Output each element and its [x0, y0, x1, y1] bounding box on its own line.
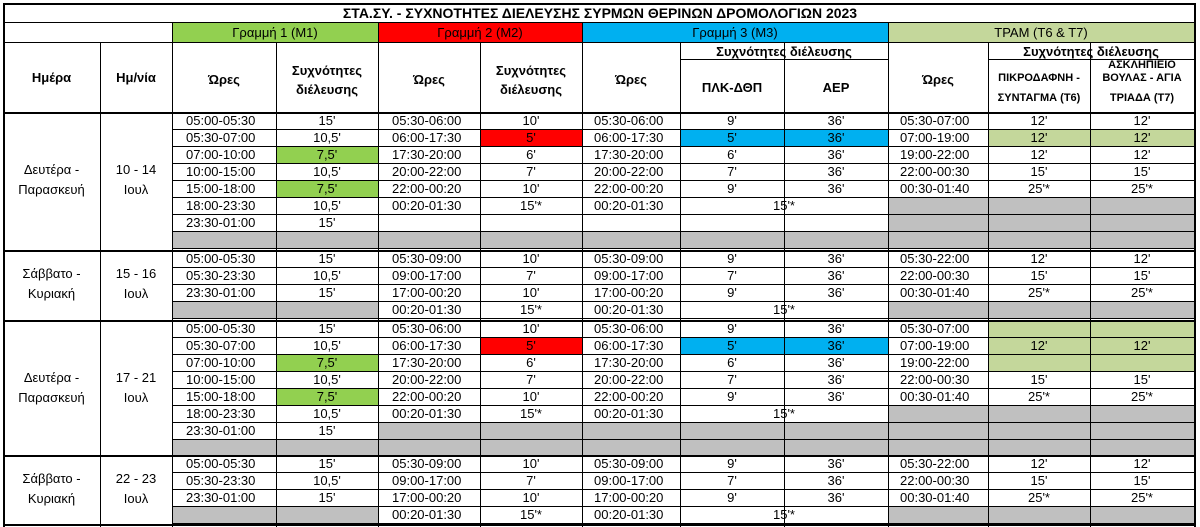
m3-frequency: 15'*: [772, 507, 796, 522]
m3-hours: 17:00-00:20: [594, 490, 664, 505]
m3-hours: 22:00-00:20: [594, 181, 664, 196]
m3-frequency: 36': [827, 389, 845, 404]
t6-frequency: 12': [1030, 147, 1048, 162]
t6-frequency: 12': [1030, 456, 1048, 471]
m3-frequency: 36': [827, 251, 845, 266]
sheet-title: ΣΤΑ.ΣΥ. - ΣΥΧΝΟΤΗΤΕΣ ΔΙΕΛΕΥΣΗΣ ΣΥΡΜΩΝ ΘΕΡΙΝΩΝ ΔΡΟΜΟΛΟΓΙΩΝ 2023: [342, 5, 858, 21]
t6-frequency: 15': [1030, 372, 1048, 387]
m3-hours: 00:20-01:30: [594, 507, 664, 522]
m2-hours: 20:00-22:00: [392, 372, 462, 387]
m1-hours: 07:00-10:00: [186, 355, 256, 370]
m3-hours: 22:00-00:20: [594, 389, 664, 404]
m2-frequency: 10': [522, 456, 540, 471]
m2-hours: 00:20-01:30: [392, 406, 462, 421]
empty-fill: [378, 231, 888, 248]
empty-fill: [172, 301, 378, 318]
grid-line: [172, 248, 1195, 249]
grid-line: [480, 42, 481, 113]
grid-line: [888, 22, 889, 527]
date-label: Ιουλ: [123, 182, 149, 197]
day-label: Σάββατο -: [22, 471, 81, 486]
m3-hours: 00:20-01:30: [594, 406, 664, 421]
m2-frequency: 10': [522, 321, 540, 336]
tram-peak-fill: [988, 129, 1194, 146]
m2-frequency: 15'*: [519, 302, 543, 317]
m3-frequency: 6': [727, 355, 737, 370]
t7-frequency: 15': [1133, 372, 1151, 387]
t6-frequency: 25'*: [1027, 285, 1051, 300]
m3-hours: 05:30-06:00: [594, 321, 664, 336]
m3-frequency: 7': [727, 372, 737, 387]
m2-hours: 00:20-01:30: [392, 507, 462, 522]
date-label: 22 - 23: [115, 471, 157, 486]
m1-frequency: 10,5': [313, 130, 341, 145]
m3-frequency: 7': [727, 268, 737, 283]
m1-hours: 05:30-07:00: [186, 338, 256, 353]
m2-frequency: 7': [526, 372, 536, 387]
tram-hours: 00:30-01:40: [900, 490, 970, 505]
t7-frequency: 25'*: [1130, 181, 1154, 196]
m1-hours: 05:00-05:30: [186, 321, 256, 336]
m3-frequency: 36': [827, 338, 845, 353]
m2-frequency: 10': [522, 285, 540, 300]
m2-frequency: 5': [526, 338, 536, 353]
tram-hours: 00:30-01:40: [900, 285, 970, 300]
m3-frequency: 15'*: [772, 302, 796, 317]
m3-hours: 05:30-09:00: [594, 456, 664, 471]
m3-frequency: 7': [727, 473, 737, 488]
m3-frequency: 5': [727, 338, 737, 353]
m1-hours: 23:30-01:00: [186, 490, 256, 505]
frequency-header: Συχνότητες: [495, 63, 567, 78]
grid-line: [988, 42, 989, 113]
tram-highlight-fill: [988, 320, 1194, 371]
m3-frequency: 36': [827, 164, 845, 179]
m1-hours: 05:00-05:30: [186, 456, 256, 471]
m3-frequency: 36': [827, 372, 845, 387]
t7-frequency: 25'*: [1130, 285, 1154, 300]
m2-frequency: 7': [526, 473, 536, 488]
empty-fill: [888, 197, 1194, 214]
m1-hours: 05:30-23:30: [186, 473, 256, 488]
m2-hours: 00:20-01:30: [392, 198, 462, 213]
m1-frequency: 7,5': [316, 389, 338, 404]
m1-frequency: 10,5': [313, 338, 341, 353]
t7-frequency: 12': [1133, 147, 1151, 162]
empty-fill: [172, 506, 378, 523]
grid-line: [172, 301, 1195, 302]
m3-hours: 06:00-17:30: [594, 130, 664, 145]
empty-fill: [378, 439, 888, 456]
m3-frequency: 36': [827, 456, 845, 471]
day-label: Κυριακή: [27, 491, 76, 506]
m1-hours: 23:30-01:00: [186, 423, 256, 438]
day-label: Δευτέρα -: [23, 162, 80, 177]
m3-hours: 17:00-00:20: [594, 285, 664, 300]
m1-hours: 10:00-15:00: [186, 372, 256, 387]
m3-hours: 05:30-06:00: [594, 113, 664, 128]
t7-frequency: 12': [1133, 456, 1151, 471]
grid-line: [172, 506, 1195, 507]
grid-line: [276, 42, 277, 113]
grid-line: [172, 439, 1195, 440]
m3-frequency: 9': [727, 113, 737, 128]
m1-frequency: 7,5': [316, 181, 338, 196]
m2-header: Γραμμή 2 (Μ2): [437, 25, 523, 40]
m2-frequency: 10': [522, 251, 540, 266]
tram-frequency-header: Συχνότητες διέλευσης: [1023, 44, 1159, 59]
t6-header: ΣΥΝΤΑΓΜΑ (Τ6): [997, 92, 1081, 104]
tram-hours: 22:00-00:30: [900, 372, 970, 387]
m2-hours: 05:30-09:00: [392, 456, 462, 471]
m2-hours: 06:00-17:30: [392, 338, 462, 353]
t7-header: ΤΡΙΑΔΑ (Τ7): [1109, 92, 1175, 104]
m2-hours: 09:00-17:00: [392, 473, 462, 488]
t7-frequency: 15': [1133, 268, 1151, 283]
m2-hours: 17:00-00:20: [392, 490, 462, 505]
grid-line: [378, 22, 379, 527]
m3-frequency: 9': [727, 251, 737, 266]
m1-frequency: 15': [318, 490, 336, 505]
m3-hours: 17:30-20:00: [594, 147, 664, 162]
t7-frequency: 25'*: [1130, 389, 1154, 404]
m3-frequency: 36': [827, 147, 845, 162]
m2-frequency: 7': [526, 164, 536, 179]
m3-frequency: 36': [827, 181, 845, 196]
empty-fill: [172, 439, 378, 456]
m2-hours: 05:30-09:00: [392, 251, 462, 266]
m1-frequency: 10,5': [313, 268, 341, 283]
date-label: 15 - 16: [115, 266, 157, 281]
m2-frequency: 10': [522, 181, 540, 196]
m2-frequency: 10': [522, 490, 540, 505]
grid-line: [172, 231, 1195, 232]
m3-frequency: 9': [727, 321, 737, 336]
m3-hours: 05:30-09:00: [594, 251, 664, 266]
t7-header: ΒΟΥΛΑΣ - ΑΓΙΑ: [1102, 72, 1182, 84]
m1-hours: 15:00-18:00: [186, 181, 256, 196]
t6-frequency: 15': [1030, 473, 1048, 488]
m1-frequency: 10,5': [313, 473, 341, 488]
m3-frequency: 7': [727, 164, 737, 179]
m3-hours: 20:00-22:00: [594, 372, 664, 387]
frequency-header: διέλευσης: [296, 82, 358, 97]
day-label: Παρασκευή: [18, 182, 85, 197]
m1-hours: 15:00-18:00: [186, 389, 256, 404]
empty-fill: [172, 231, 378, 248]
t7-header: ΑΣΚΛΗΠΙΕΙΟ: [1108, 59, 1176, 71]
m3-frequency-header: Συχνότητες διέλευσης: [716, 44, 852, 59]
t7-frequency: 25'*: [1130, 490, 1154, 505]
frequency-header: διέλευσης: [500, 82, 562, 97]
m2-hours: 06:00-17:30: [392, 130, 462, 145]
m3-hours: 00:20-01:30: [594, 198, 664, 213]
t6-frequency: 15': [1030, 268, 1048, 283]
tram-hours: 07:00-19:00: [900, 130, 970, 145]
m2-frequency: 15'*: [519, 507, 543, 522]
m1-frequency: 7,5': [316, 355, 338, 370]
m3-frequency: 9': [727, 285, 737, 300]
tram-header: ΤΡΑΜ (Τ6 & Τ7): [994, 25, 1088, 40]
m2-hours: 22:00-00:20: [392, 389, 462, 404]
m2-frequency: 6': [526, 147, 536, 162]
m3-frequency: 9': [727, 389, 737, 404]
m3-hours: 17:30-20:00: [594, 355, 664, 370]
m3-frequency: 9': [727, 456, 737, 471]
t7-frequency: 15': [1133, 164, 1151, 179]
m2-hours: 17:30-20:00: [392, 355, 462, 370]
m1-frequency: 10,5': [313, 198, 341, 213]
m3-frequency: 36': [827, 321, 845, 336]
m1-hours: 05:30-23:30: [186, 268, 256, 283]
m1-frequency: 15': [318, 285, 336, 300]
t6-frequency: 12': [1030, 251, 1048, 266]
t7-frequency: 12': [1133, 130, 1151, 145]
grid-line: [172, 22, 173, 527]
m2-hours: 17:00-00:20: [392, 285, 462, 300]
tram-hours: 05:30-22:00: [900, 251, 970, 266]
m2-hours: 20:00-22:00: [392, 164, 462, 179]
m3-frequency: 36': [827, 130, 845, 145]
tram-hours: 00:30-01:40: [900, 389, 970, 404]
date-label: Ιουλ: [123, 286, 149, 301]
m2-frequency: 15'*: [519, 198, 543, 213]
m1-frequency: 15': [318, 423, 336, 438]
m1-frequency: 15': [318, 456, 336, 471]
m3-frequency: 5': [727, 130, 737, 145]
empty-fill: [888, 405, 1194, 456]
m2-frequency: 15'*: [519, 406, 543, 421]
t7-frequency: 12': [1133, 113, 1151, 128]
tram-hours: 00:30-01:40: [900, 181, 970, 196]
m1-frequency: 15': [318, 251, 336, 266]
date-label: Ιουλ: [123, 390, 149, 405]
m2-hours: 09:00-17:00: [392, 268, 462, 283]
m2-hours: 05:30-06:00: [392, 113, 462, 128]
m3-frequency: 36': [827, 113, 845, 128]
m3-frequency: 36': [827, 355, 845, 370]
m2-hours: 00:20-01:30: [392, 302, 462, 317]
m1-frequency: 15': [318, 215, 336, 230]
t6-frequency: 15': [1030, 164, 1048, 179]
grid-line: [172, 318, 1195, 319]
t7-frequency: 15': [1133, 473, 1151, 488]
m3-hours: 09:00-17:00: [594, 473, 664, 488]
m2-frequency: 6': [526, 355, 536, 370]
m3-frequency: 36': [827, 268, 845, 283]
m1-hours: 05:00-05:30: [186, 113, 256, 128]
frequency-header: Συχνότητες: [291, 63, 363, 78]
m1-frequency: 10,5': [313, 406, 341, 421]
tram-hours: 19:00-22:00: [900, 355, 970, 370]
t7-frequency: 12': [1133, 338, 1151, 353]
empty-fill: [888, 506, 1194, 523]
grid-line: [3, 3, 5, 527]
m3-hours: 06:00-17:30: [594, 338, 664, 353]
m3-frequency: 36': [827, 490, 845, 505]
day-label: Παρασκευή: [18, 390, 85, 405]
t6-frequency: 25'*: [1027, 181, 1051, 196]
tram-hours: 22:00-00:30: [900, 268, 970, 283]
m1-hours: 23:30-01:00: [186, 285, 256, 300]
m2-frequency: 10': [522, 113, 540, 128]
m2-frequency: 7': [526, 268, 536, 283]
tram-hours: 05:30-07:00: [900, 321, 970, 336]
m1-hours: 18:00-23:30: [186, 406, 256, 421]
m1-frequency: 7,5': [316, 147, 338, 162]
m3-frequency: 36': [827, 285, 845, 300]
t6-header: ΠΙΚΡΟΔΑΦΝΗ -: [998, 72, 1080, 84]
grid-line: [582, 22, 583, 527]
t6-frequency: 12': [1030, 130, 1048, 145]
day-label: Δευτέρα -: [23, 370, 80, 385]
m3-frequency: 15'*: [772, 198, 796, 213]
hours-header: Ώρες: [208, 72, 240, 87]
grid-line: [3, 22, 1195, 23]
m1-hours: 23:30-01:00: [186, 215, 256, 230]
date-header: Ημ/νία: [116, 70, 156, 85]
m1-frequency: 15': [318, 113, 336, 128]
empty-fill: [888, 301, 1194, 318]
tram-hours: 07:00-19:00: [900, 338, 970, 353]
m1-hours: 10:00-15:00: [186, 164, 256, 179]
m2-hours: 22:00-00:20: [392, 181, 462, 196]
grid-line: [680, 42, 681, 113]
empty-fill: [378, 422, 888, 439]
m3-hours: 00:20-01:30: [594, 302, 664, 317]
m1-hours: 07:00-10:00: [186, 147, 256, 162]
date-label: 17 - 21: [115, 370, 157, 385]
day-label: Σάββατο -: [22, 266, 81, 281]
tram-hours: 22:00-00:30: [900, 473, 970, 488]
t7-frequency: 12': [1133, 251, 1151, 266]
m1-frequency: 15': [318, 321, 336, 336]
m3-frequency: 6': [727, 147, 737, 162]
day-header: Ημέρα: [31, 70, 72, 85]
m1-frequency: 10,5': [313, 372, 341, 387]
m3-hours: 20:00-22:00: [594, 164, 664, 179]
tram-hours: 22:00-00:30: [900, 164, 970, 179]
m1-frequency: 10,5': [313, 164, 341, 179]
m1-hours: 18:00-23:30: [186, 198, 256, 213]
tram-hours: 19:00-22:00: [900, 147, 970, 162]
m3-branch-header: ΠΛΚ-ΔΘΠ: [701, 80, 763, 95]
t6-frequency: 12': [1030, 113, 1048, 128]
grid-line: [3, 42, 1195, 43]
m2-frequency: 10': [522, 389, 540, 404]
m3-frequency: 36': [827, 473, 845, 488]
date-label: Ιουλ: [123, 491, 149, 506]
day-label: Κυριακή: [27, 286, 76, 301]
m3-hours: 09:00-17:00: [594, 268, 664, 283]
m1-hours: 05:00-05:30: [186, 251, 256, 266]
t6-frequency: 12': [1030, 338, 1048, 353]
hours-header: Ώρες: [922, 72, 954, 87]
m3-frequency: 15'*: [772, 406, 796, 421]
m1-hours: 05:30-07:00: [186, 130, 256, 145]
m3-branch-header: ΑΕΡ: [822, 80, 850, 95]
hours-header: Ώρες: [413, 72, 445, 87]
grid-line: [1194, 3, 1196, 527]
m3-frequency: 9': [727, 490, 737, 505]
t6-frequency: 25'*: [1027, 389, 1051, 404]
m3-header: Γραμμή 3 (Μ3): [692, 25, 778, 40]
m1-header: Γραμμή 1 (Μ1): [232, 25, 318, 40]
t6-frequency: 25'*: [1027, 490, 1051, 505]
m2-frequency: 5': [526, 130, 536, 145]
hours-header: Ώρες: [615, 72, 647, 87]
m2-hours: 05:30-06:00: [392, 321, 462, 336]
m3-frequency: 9': [727, 181, 737, 196]
m2-hours: 17:30-20:00: [392, 147, 462, 162]
tram-hours: 05:30-22:00: [900, 456, 970, 471]
date-label: 10 - 14: [115, 162, 157, 177]
tram-hours: 05:30-07:00: [900, 113, 970, 128]
